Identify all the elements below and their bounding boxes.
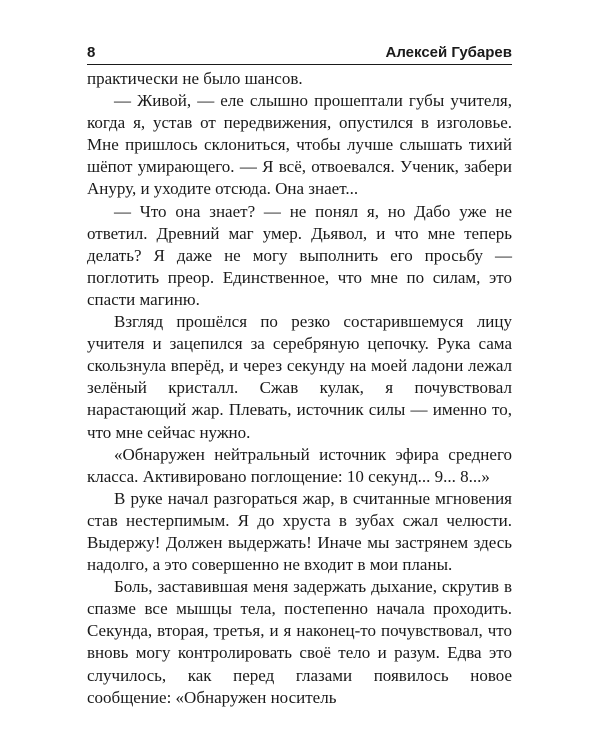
paragraph-1: практически не было шансов. xyxy=(87,69,303,88)
author-name: Алексей Губарев xyxy=(385,44,512,61)
paragraph-2: — Живой, — еле слышно прошептали губы учителя, когда я, устав от передвижения, опустился в изголовье. Мне пришлось склониться, чтобы лучше слышать тихий шёпот умирающего. — Я всё, отвоевался. Ученик, забери Ануру, и уходите отсюда. Она знает... xyxy=(87,91,512,199)
paragraph-6: В руке начал разгораться жар, в считанные мгновения став нестерпимым. Я до хруста в зубах сжал челюсти. Выдержу! Должен выдержать! Иначе мы застрянем здесь надолго, а это совершенно не входит в мои планы. xyxy=(87,488,512,575)
paragraph-7: Боль, заставившая меня задержать дыхание, скрутив в спазме все мышцы тела, постепенно начала проходить. Секунда, вторая, третья, и я наконец-то почувствовал, что вновь могу контролировать своё тело и разум. Едва это случилось, как перед глазами появилось новое сообщение: «Обнаружен носитель xyxy=(87,577,512,707)
paragraph-5: «Обнаружен нейтральный источник эфира среднего класса. Активировано поглощение: 10 секунд... 9... 8...» xyxy=(87,444,512,486)
paragraph-4: Взгляд прошёлся по резко состарившемуся лицу учителя и зацепился за серебряную цепочку. Рука сама скользнула вперёд, и через секунду на моей ладони лежал зелёный кристалл. Сжав кулак, я почувствовал нарастающий жар. Плевать, источник силы — именно то, что мне сейчас нужно. xyxy=(87,312,512,442)
header-divider xyxy=(87,64,512,65)
body-text xyxy=(87,68,512,709)
page-number: 8 xyxy=(87,44,96,61)
paragraph-3: — Что она знает? — не понял я, но Дабо уже не ответил. Древний маг умер. Дьявол, и что мне теперь делать? Я даже не могу выполнить его просьбу — поглотить преор. Единственное, что мне по силам, это спасти магиню. xyxy=(87,201,512,309)
running-header xyxy=(87,34,512,64)
